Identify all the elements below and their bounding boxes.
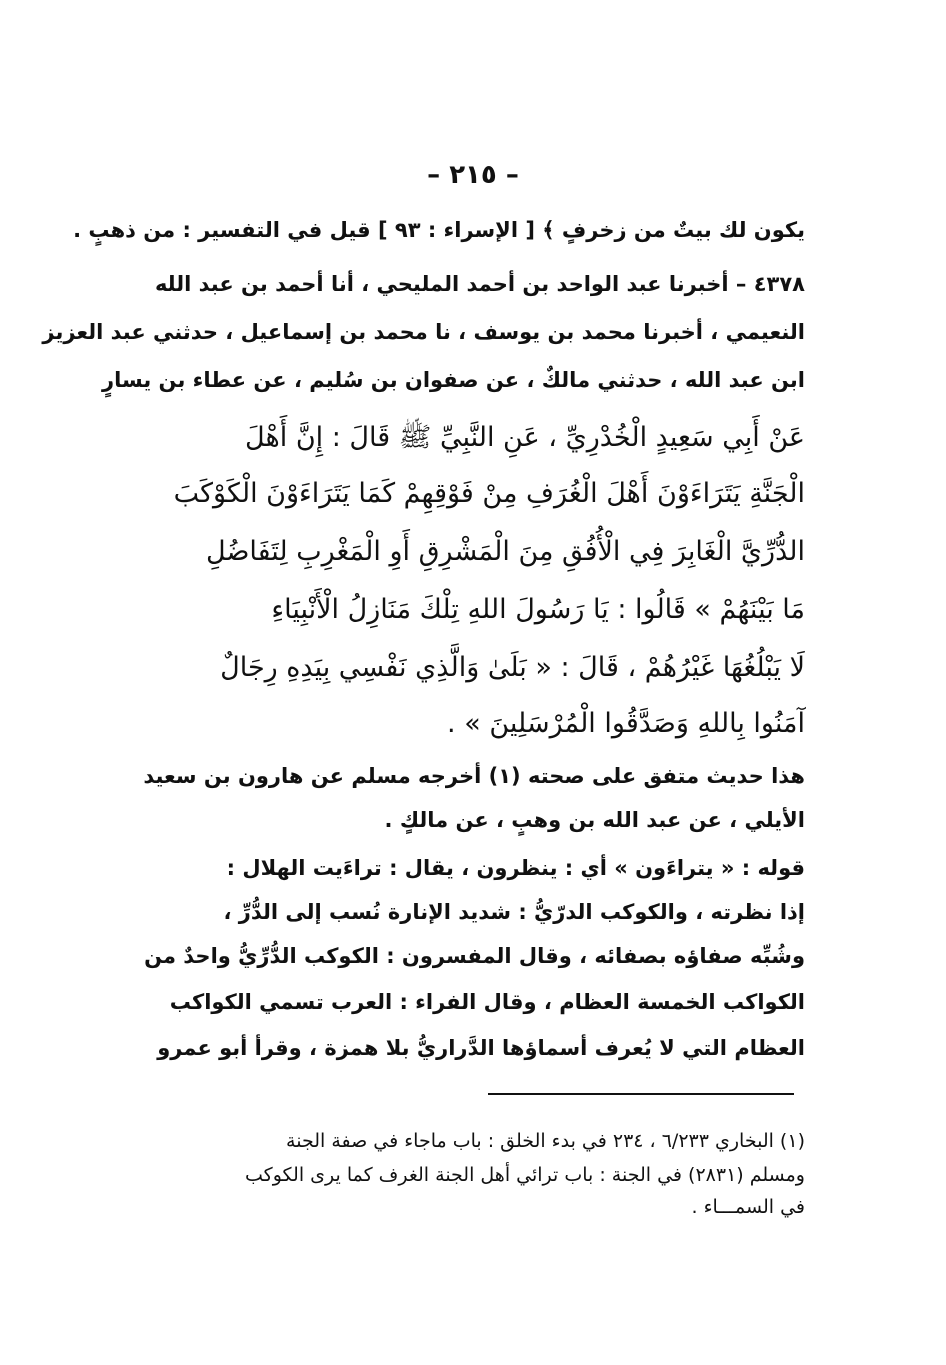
footnote-line: ومسلم (٢٨٣١) في الجنة : باب ترائي أهل الجنة الغرف كما يرى الكوكب [245,1164,805,1186]
commentary-line: الكواكب الخمسة العظام ، وقال الفراء : العرب تسمي الكواكب [169,990,805,1014]
commentary-line: الأيلي ، عن عبد الله بن وهبٍ ، عن مالكٍ . [384,808,805,832]
commentary-line: هذا حديث متفق على صحته (١) أخرجه مسلم عن هارون بن سعيد [143,764,805,788]
footnote-line: (١) البخاري ٦/٢٣٣ ، ٢٣٤ في بدء الخلق : باب ماجاء في صفة الجنة [286,1130,805,1152]
body-line: النعيمي ، أخبرنا محمد بن يوسف ، نا محمد بن إسماعيل ، حدثني عبد العزيز [42,320,805,344]
body-line: يكون لك بيتٌ من زخرفٍ ﴾ [ الإسراء : ٩٣ ] قيل في التفسير : من ذهبٍ . [73,218,805,242]
hadith-line: الدُّرِّيَّ الْغَابِرَ فِي الْأُفُقِ مِنَ الْمَشْرِقِ أَوِ الْمَغْرِبِ لِتَفَاضُلِ [206,536,805,567]
main-text [42,0,805,1365]
commentary-line: العظام التي لا يُعرف أسماؤها الدَّراريُّ بلا همزة ، وقرأ أبو عمرو [157,1036,805,1060]
footnote-separator [488,1093,794,1095]
hadith-line: عَنْ أَبِي سَعِيدٍ الْخُدْرِيِّ ، عَنِ النَّبِيِّ ﷺ قَالَ : إِنَّ أَهْلَ [245,422,805,453]
commentary-line: وشُبِّه صفاؤه بصفائه ، وقال المفسرون : الكوكب الدُّرِّيُّ واحدٌ من [144,944,805,968]
hadith-line: آمَنُوا بِاللهِ وَصَدَّقُوا الْمُرْسَلِينَ » . [447,708,805,739]
body-line: ٤٣٧٨ – أخبرنا عبد الواحد بن أحمد المليحي ، أنا أحمد بن عبد الله [154,272,805,296]
page-number: – ٢١٥ – [427,160,519,190]
footnote-line: في السمـــاء . [691,1196,805,1218]
commentary-line: قوله : « يتراءَون » أي : ينظرون ، يقال : تراءَيت الهلال : [226,856,805,880]
hadith-line: الْجَنَّةِ يَتَرَاءَوْنَ أَهْلَ الْغُرَفِ مِنْ فَوْقِهِمْ كَمَا يَتَرَاءَوْنَ الْكَوْكَبَ [173,478,805,509]
hadith-line: مَا بَيْنَهُمْ » قَالُوا : يَا رَسُولَ اللهِ تِلْكَ مَنَازِلُ الْأَنْبِيَاءِ [271,594,805,625]
commentary-line: إذا نظرته ، والكوكب الدرّيُّ : شديد الإنارة نُسب إلى الدُّرِّ ، [223,900,805,924]
hadith-line: لَا يَبْلُغُهَا غَيْرُهُمْ ، قَالَ : « بَلَىٰ وَالَّذِي نَفْسِي بِيَدِهِ رِجَالٌ [220,652,805,683]
body-line: ابن عبد الله ، حدثني مالكٌ ، عن صفوان بن سُليم ، عن عطاء بن يسارٍ [102,368,805,392]
